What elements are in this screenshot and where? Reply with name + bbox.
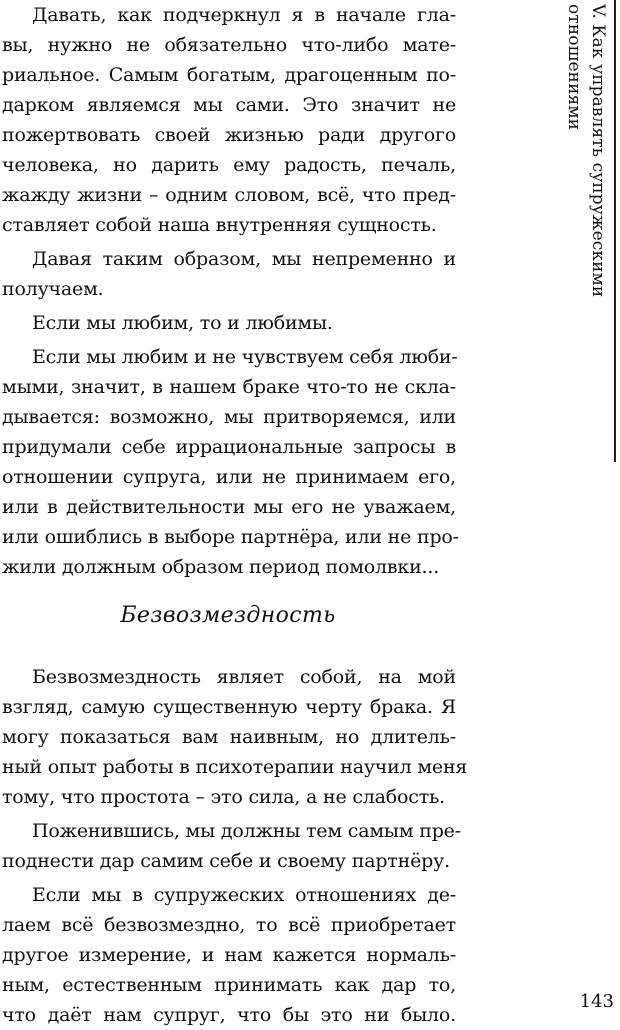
text-line: Давать, как подчеркнул я в начале гла- bbox=[32, 4, 456, 26]
text-line: риальное. Самым богатым, драгоценным по- bbox=[2, 64, 456, 86]
text-line: пожертвовать своей жизнью ради другого bbox=[2, 124, 456, 146]
text-line: Если мы в супружеских отношениях де- bbox=[32, 884, 456, 906]
text-line: поднести дар самим себе и своему партнёру. bbox=[2, 850, 450, 872]
text-line: что даёт нам супруг, что бы это ни было. bbox=[2, 1004, 456, 1026]
text-line: жили должным образом период помолвки... bbox=[2, 556, 440, 578]
text-line: дывается: возможно, мы притворяемся, или bbox=[2, 406, 456, 428]
text-line: Поженившись, мы должны тем самым пре- bbox=[32, 820, 461, 842]
text-line: Давая таким образом, мы непременно и bbox=[32, 248, 456, 270]
text-line: лаем всё безвозмездно, то всё приобретает bbox=[2, 914, 456, 936]
text-line: человека, но дарить ему радость, печаль, bbox=[2, 154, 456, 176]
text-line: или ошиблись в выборе партнёра, или не про- bbox=[2, 526, 459, 548]
text-line: ставляет собой наша внутренняя сущность. bbox=[2, 214, 437, 236]
text-line: Если мы любим и не чувствуем себя люби- bbox=[32, 346, 458, 368]
text-line: взгляд, самую существенную черту брака. Я bbox=[2, 696, 456, 718]
text-line: Безвозмездность являет собой, на мой bbox=[32, 666, 456, 688]
text-line: придумали себе иррациональные запросы в bbox=[2, 436, 456, 458]
text-line: другое измерение, и нам кажется нормаль- bbox=[2, 944, 456, 966]
page-number: 143 bbox=[579, 991, 614, 1012]
text-line: тому, что простота – это сила, а не слабость. bbox=[2, 786, 445, 808]
text-line: или в действительности мы его не уважаем, bbox=[2, 496, 456, 518]
text-line: вы, нужно не обязательно что-либо мате- bbox=[2, 34, 456, 56]
text-line: отношении супруга, или не принимаем его, bbox=[2, 466, 456, 488]
text-line: ный опыт работы в психотерапии научил меня bbox=[2, 756, 468, 778]
running-head-rule bbox=[614, 0, 616, 462]
text-line: получаем. bbox=[2, 278, 104, 300]
text-line: жажду жизни – одним словом, всё, что пред- bbox=[2, 184, 456, 206]
text-line: мыми, значит, в нашем браке что-то не скла- bbox=[2, 376, 456, 398]
text-line: дарком являемся мы сами. Это значит не bbox=[2, 94, 456, 116]
section-heading: Безвозмездность bbox=[120, 603, 336, 628]
text-line: Если мы любим, то и любимы. bbox=[32, 312, 333, 334]
text-line: ным, естественным принимать как дар то, bbox=[2, 974, 456, 996]
running-head bbox=[538, 0, 608, 360]
running-head-text: V. Как управлять супружескими отношениями bbox=[564, 4, 608, 298]
text-line: могу показаться вам наивным, но длитель- bbox=[2, 726, 456, 748]
